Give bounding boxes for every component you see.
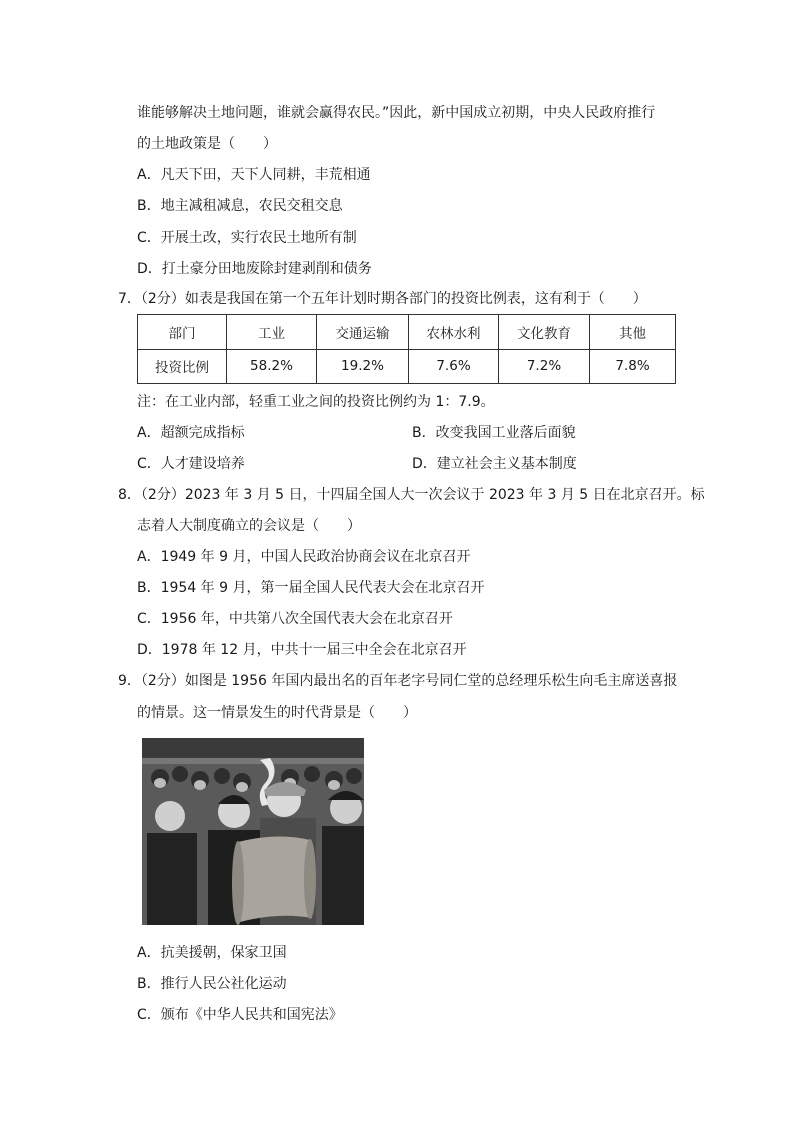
table-cell: 7.2% xyxy=(499,349,590,384)
q6-option-a: A．凡天下田，天下人同耕，丰荒相通 xyxy=(137,167,371,183)
historical-photo xyxy=(142,738,364,925)
q9-option-a: A．抗美援朝，保家卫国 xyxy=(137,945,287,961)
historical-photo-drawing xyxy=(142,738,364,925)
q8-option-c: C．1956 年，中共第八次全国代表大会在北京召开 xyxy=(137,611,453,627)
table-header-cell: 交通运输 xyxy=(317,315,409,350)
table-cell: 58.2% xyxy=(227,349,317,384)
table-header-cell: 部门 xyxy=(138,315,227,350)
q9-option-c: C．颁布《中华人民共和国宪法》 xyxy=(137,1007,343,1023)
table-cell: 19.2% xyxy=(317,349,409,384)
q7-option-b: B．改变我国工业落后面貌 xyxy=(412,425,576,441)
q9-stem-line1: 9．（2分）如图是 1956 年国内最出名的百年老字号同仁堂的总经理乐松生向毛主席送喜报 xyxy=(118,673,678,689)
q9-option-b: B．推行人民公社化运动 xyxy=(137,976,287,992)
q8-stem-line2: 志着人大制度确立的会议是（ ） xyxy=(137,518,361,534)
q8-option-a: A．1949 年 9 月，中国人民政治协商会议在北京召开 xyxy=(137,549,471,565)
q9-stem-line2: 的情景。这一情景发生的时代背景是（ ） xyxy=(137,705,417,721)
investment-table xyxy=(137,314,676,384)
q7-option-d: D．建立社会主义基本制度 xyxy=(412,456,577,472)
table-row xyxy=(138,349,676,384)
table-header-row xyxy=(138,315,676,350)
q8-stem-line1: 8．（2分）2023 年 3 月 5 日，十四届全国人大一次会议于 2023 年 3 月 5 日在北京召开。标 xyxy=(118,487,705,503)
table-header-cell: 文化教育 xyxy=(499,315,590,350)
q6-option-c: C．开展土改，实行农民土地所有制 xyxy=(137,230,357,246)
q7-stem: 7．（2分）如表是我国在第一个五年计划时期各部门的投资比例表，这有利于（ ） xyxy=(118,291,647,307)
table-cell: 7.8% xyxy=(590,349,676,384)
q6-option-d: D．打土豪分田地废除封建剥削和债务 xyxy=(137,261,372,277)
q7-note: 注：在工业内部，轻重工业之间的投资比例约为 1：7.9。 xyxy=(137,394,495,410)
q6-option-b: B．地主减租减息，农民交租交息 xyxy=(137,198,343,214)
table-header-cell: 农林水利 xyxy=(409,315,499,350)
q6-stem-line2: 的土地政策是（ ） xyxy=(137,136,277,152)
q7-option-c: C．人才建设培养 xyxy=(137,456,245,472)
q6-stem-line1: 谁能够解决土地问题，谁就会赢得农民。”因此，新中国成立初期，中央人民政府推行 xyxy=(137,105,656,121)
table-cell: 7.6% xyxy=(409,349,499,384)
table-cell: 投资比例 xyxy=(138,349,227,384)
table-header-cell: 工业 xyxy=(227,315,317,350)
table-header-cell: 其他 xyxy=(590,315,676,350)
q8-option-d: D．1978 年 12 月，中共十一届三中全会在北京召开 xyxy=(137,642,467,658)
q8-option-b: B．1954 年 9 月，第一届全国人民代表大会在北京召开 xyxy=(137,580,485,596)
q7-option-a: A．超额完成指标 xyxy=(137,425,245,441)
